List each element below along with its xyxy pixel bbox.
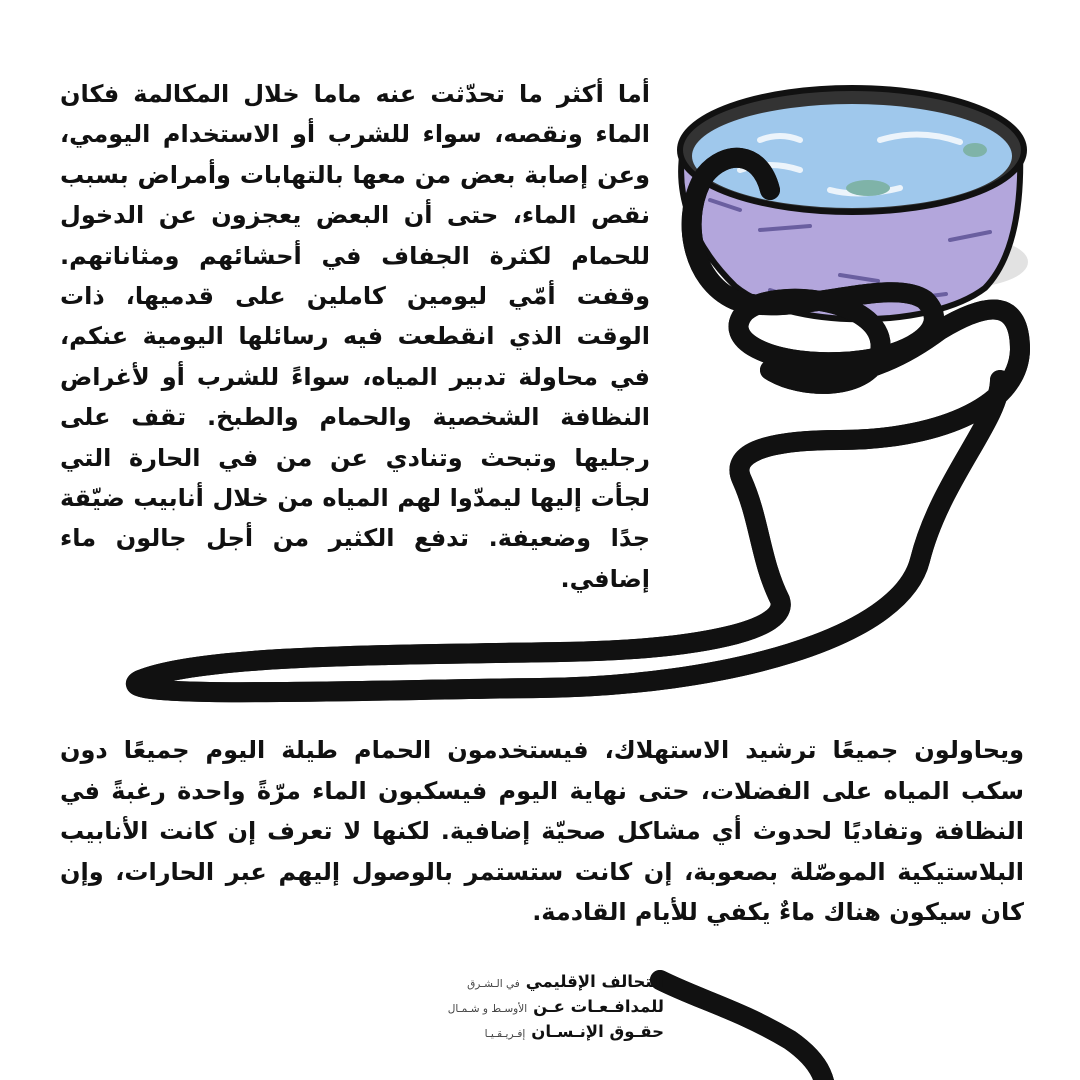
logo-line-2-sub: الأوسـط و شـمـال — [447, 1003, 528, 1015]
logo-line-3 — [400, 1022, 664, 1047]
organization-logo — [400, 972, 664, 1052]
story-paragraph-1: أما أكثر ما تحدّثت عنه ماما خلال المكالمة فكان الماء ونقصه، سواء للشرب أو الاستخدام اليومي، وعن إصابة بعض من معها بالتهابات وأمراض بسبب نقص الماء، حتى أن البعض يعجزون عن الدخول للحمام لكثرة الجفاف في أحشائهم ومثاناتهم. وقفت أمّي ليومين كاملين على قدميها، ذات الوقت الذي انقطعت فيه رسائلها اليومية عنكم، في محاولة تدبير المياه، سواءً للشرب أو لأغراض النظافة الشخصية والحمام والطبخ. تقف على رجليها وتبحث وتنادي عن من في الحارة التي لجأت إليها ليمدّوا لهم المياه من خلال أنابيب ضيّقة جدًا وضعيفة. تدفع الكثير من أجل جالون ماء إضافي. — [60, 80, 650, 593]
logo-line-1-sub: في الـشـرق — [467, 978, 520, 990]
story-paragraph-2: ويحاولون جميعًا ترشيد الاستهلاك، فيستخدمون الحمام طيلة اليوم جميعًا دون سكب المياه على الفضلات، حتى نهاية اليوم فيسكبون الماء مرّةً واحدة رغبةً في النظافة وتفاديًا لحدوث أي مشاكل صحيّة إضافية. لكنها لا تعرف إن كانت الأنابيب البلاستيكية الموصّلة بصعوبة، إن كانت ستستمر بالوصول إليهم عبر الحارات، وإن كان سيكون هناك ماءٌ يكفي للأيام القادمة. — [60, 736, 1024, 926]
logo-line-2-main: للمدافـعـات عـن — [533, 997, 664, 1016]
logo-line-1-main: التحالف الإقليمي — [525, 972, 664, 991]
logo-line-3-sub: إفـريـقـيـا — [484, 1028, 526, 1040]
water-bowl-illustration — [680, 88, 1028, 319]
logo-line-2 — [400, 997, 664, 1022]
logo-line-1 — [400, 972, 664, 997]
logo-line-3-main: حقـوق الإنـسـان — [531, 1022, 664, 1041]
